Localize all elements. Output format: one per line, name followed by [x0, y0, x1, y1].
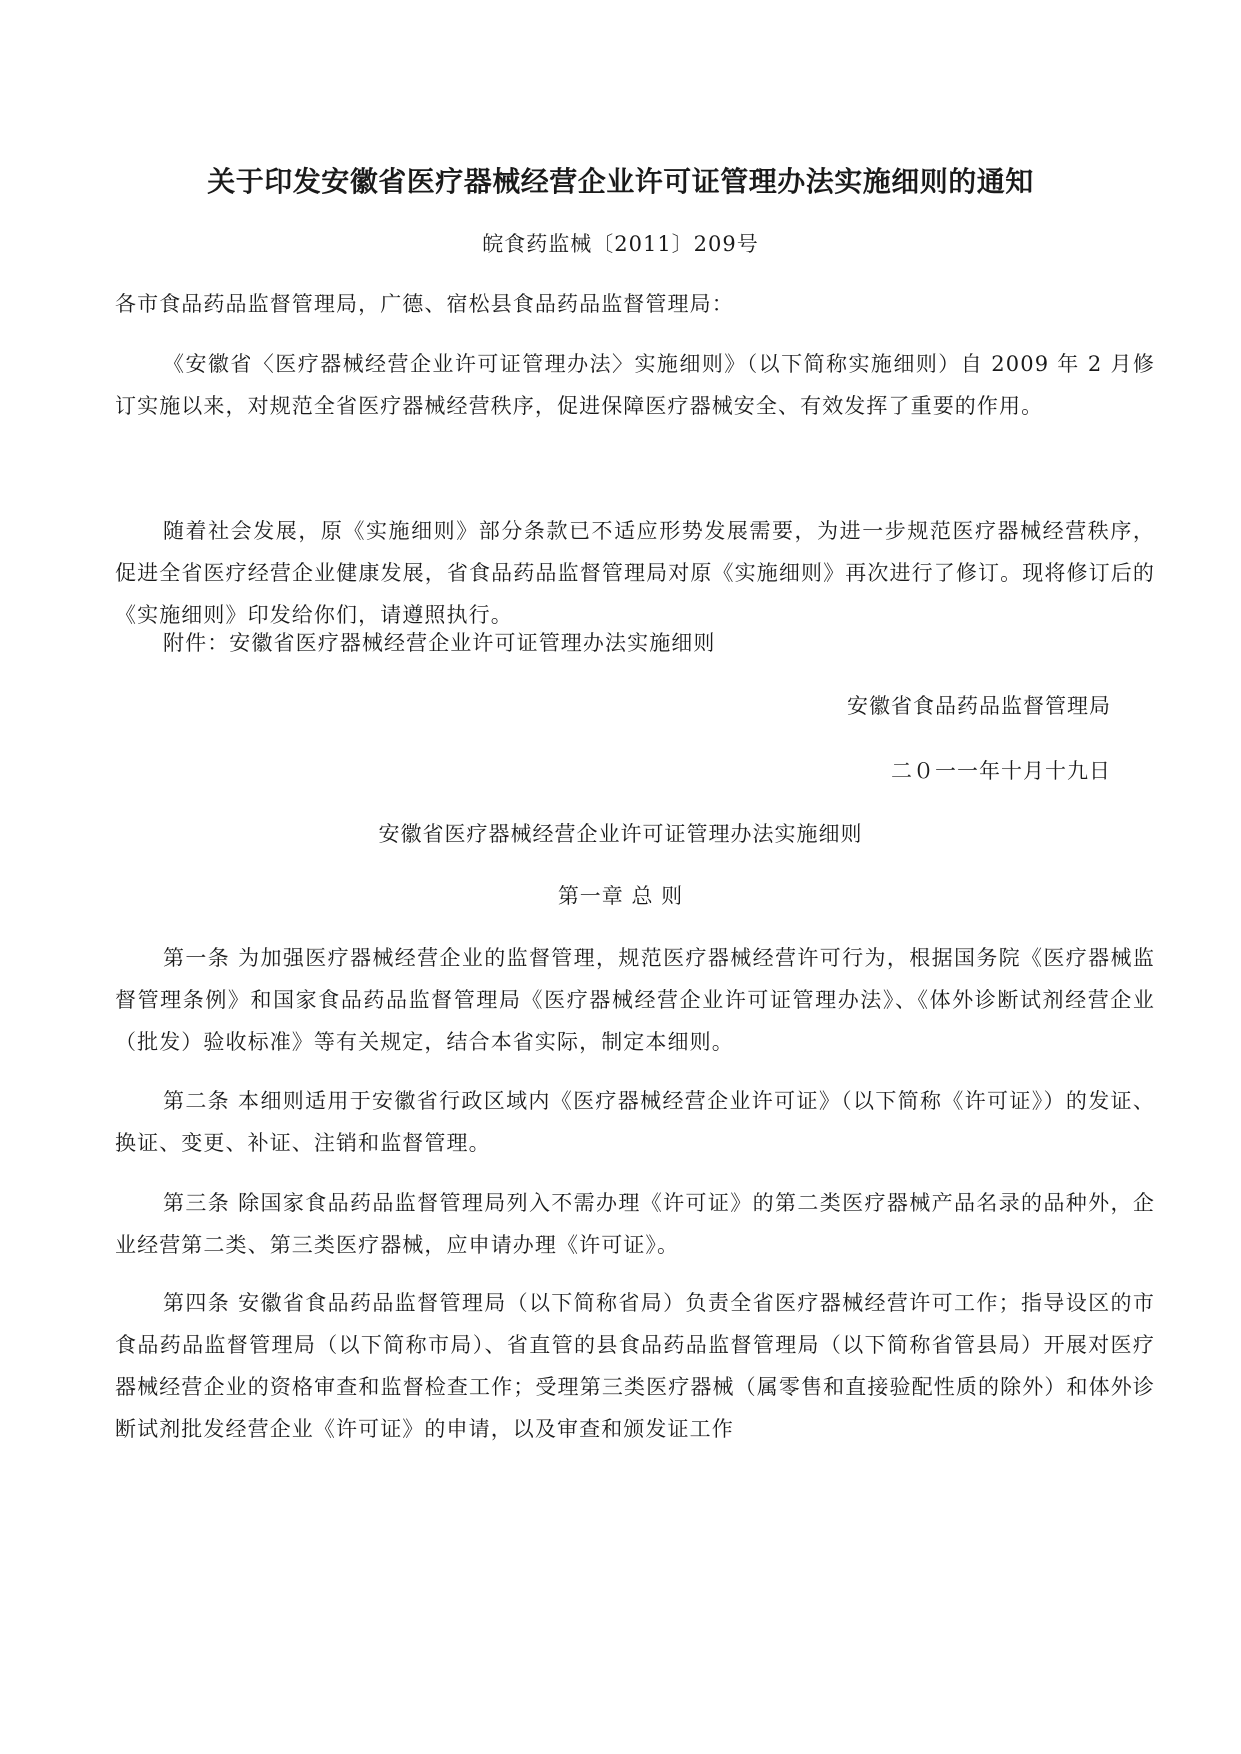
document-title: 关于印发安徽省医疗器械经营企业许可证管理办法实施细则的通知 — [207, 165, 1034, 198]
signature-date: 二０一一年十月十九日 — [891, 759, 1111, 783]
paragraph-intro: 《安徽省〈医疗器械经营企业许可证管理办法〉实施细则》（以下简称实施细则）自 2009 年 2 月修订实施以来，对规范全省医疗器械经营秩序，促进保障医疗器械安全、有效发挥了重要的作用。 — [115, 352, 1155, 418]
addressee: 各市食品药品监督管理局，广德、宿松县食品药品监督管理局： — [115, 292, 734, 316]
article-4: 第四条 安徽省食品药品监督管理局（以下简称省局）负责全省医疗器械经营许可工作；指导设区的市食品药品监督管理局（以下简称市局）、省直管的县食品药品监督管理局（以下简称省管县局）开展对医疗器械经营企业的资格审查和监督检查工作；受理第三类医疗器械（属零售和直接验配性质的除外）和体外诊断试剂批发经营企业《许可证》的申请，以及审查和颁发证工作 — [115, 1291, 1155, 1441]
article-1: 第一条 为加强医疗器械经营企业的监督管理，规范医疗器械经营许可行为，根据国务院《医疗器械监督管理条例》和国家食品药品监督管理局《医疗器械经营企业许可证管理办法》、《体外诊断试剂经营企业（批发）验收标准》等有关规定，结合本省实际，制定本细则。 — [115, 946, 1155, 1054]
document-number: 皖食药监械〔2011〕209号 — [482, 232, 759, 256]
article-2: 第二条 本细则适用于安徽省行政区域内《医疗器械经营企业许可证》（以下简称《许可证》）的发证、换证、变更、补证、注销和监督管理。 — [115, 1089, 1155, 1155]
article-3: 第三条 除国家食品药品监督管理局列入不需办理《许可证》的第二类医疗器械产品名录的品种外，企业经营第二类、第三类医疗器械，应申请办理《许可证》。 — [115, 1191, 1155, 1257]
paragraph-attachment: 附件：安徽省医疗器械经营企业许可证管理办法实施细则 — [163, 631, 716, 655]
paragraph-revision: 随着社会发展，原《实施细则》部分条款已不适应形势发展需要，为进一步规范医疗器械经营秩序，促进全省医疗经营企业健康发展，省食品药品监督管理局对原《实施细则》再次进行了修订。现将修订后的《实施细则》印发给你们，请遵照执行。 — [115, 519, 1155, 627]
attachment-title: 安徽省医疗器械经营企业许可证管理办法实施细则 — [378, 822, 863, 846]
signature-org: 安徽省食品药品监督管理局 — [847, 694, 1111, 718]
chapter-title: 第一章 总 则 — [557, 884, 684, 908]
